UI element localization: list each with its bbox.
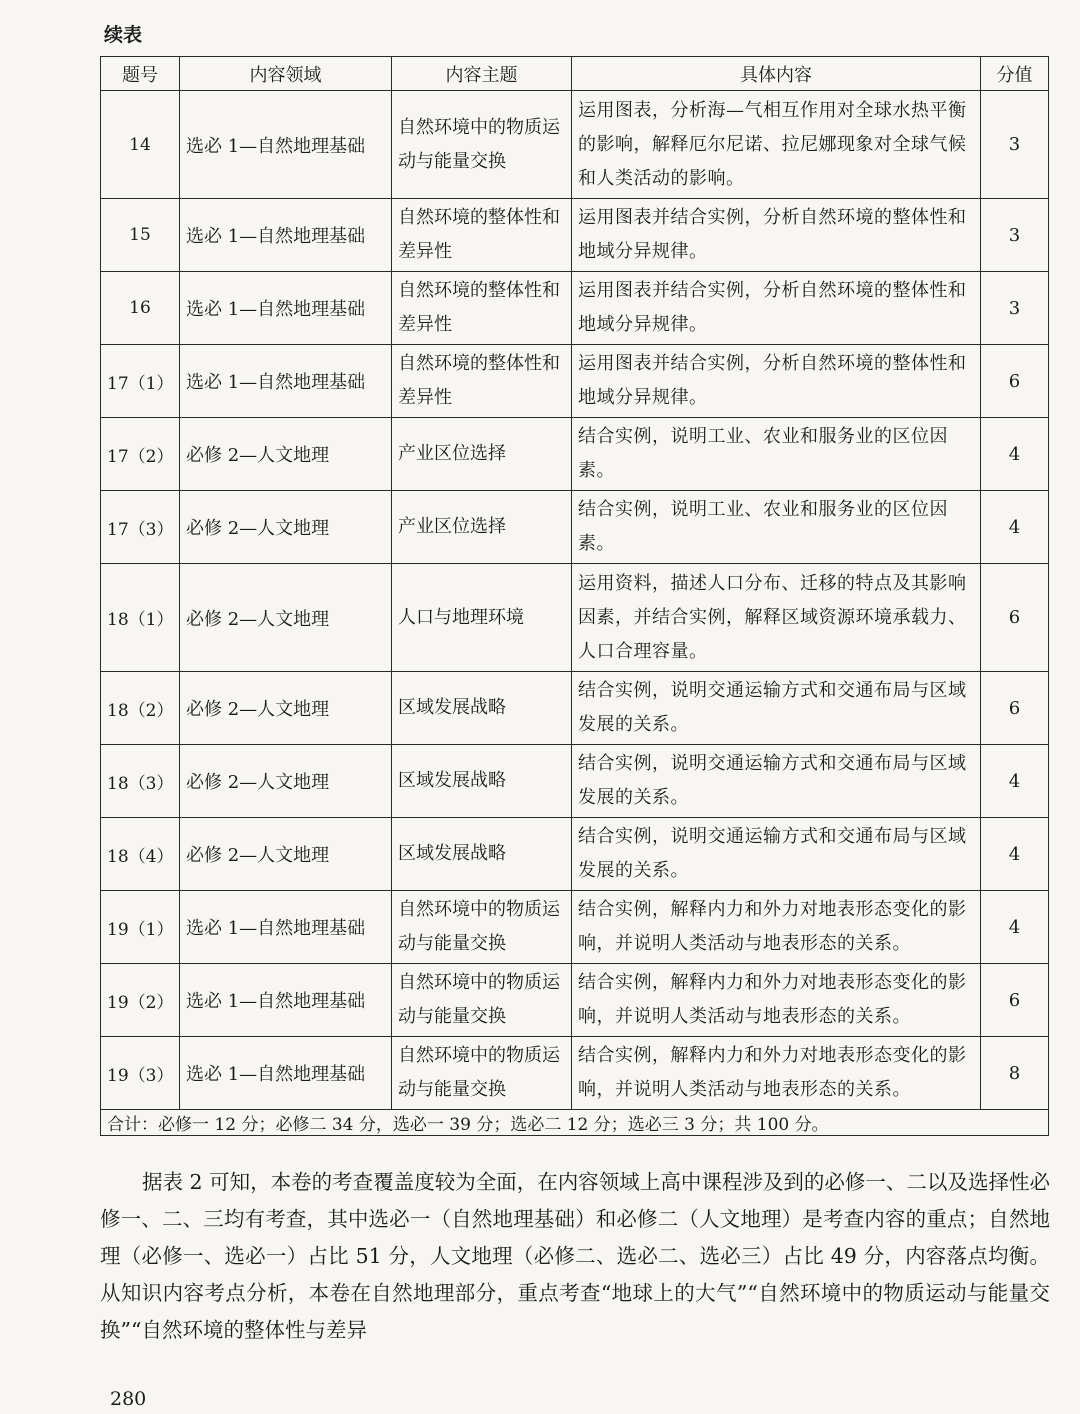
specific-content-cell: 运用资料，描述人口分布、迁移的特点及其影响因素，并结合实例，解释区域资源环境承载力、人口合理容量。 bbox=[572, 564, 981, 672]
question-number-cell: 16 bbox=[101, 272, 180, 345]
question-number-cell: 18（3） bbox=[101, 745, 180, 818]
content-topic-cell: 自然环境的整体性和差异性 bbox=[392, 345, 572, 418]
content-topic-cell: 自然环境中的物质运动与能量交换 bbox=[392, 964, 572, 1037]
score-cell: 3 bbox=[981, 199, 1049, 272]
question-number-cell: 17（2） bbox=[101, 418, 180, 491]
score-cell: 6 bbox=[981, 564, 1049, 672]
score-table bbox=[100, 56, 1049, 1136]
header-score: 分值 bbox=[981, 57, 1049, 91]
content-topic-cell: 产业区位选择 bbox=[392, 491, 572, 564]
question-number-cell: 14 bbox=[101, 91, 180, 199]
content-domain-cell: 必修 2—人文地理 bbox=[180, 418, 392, 491]
total-cell: 合计：必修一 12 分；必修二 34 分，选必一 39 分；选必二 12 分；选必三 3 分；共 100 分。 bbox=[101, 1110, 1049, 1136]
content-topic-cell: 自然环境中的物质运动与能量交换 bbox=[392, 891, 572, 964]
page-number: 280 bbox=[110, 1388, 147, 1410]
score-cell: 4 bbox=[981, 818, 1049, 891]
specific-content-cell: 结合实例，说明工业、农业和服务业的区位因素。 bbox=[572, 491, 981, 564]
table-header-row bbox=[101, 57, 1049, 91]
content-topic-cell: 区域发展战略 bbox=[392, 745, 572, 818]
content-topic-cell: 区域发展战略 bbox=[392, 672, 572, 745]
specific-content-cell: 结合实例，解释内力和外力对地表形态变化的影响，并说明人类活动与地表形态的关系。 bbox=[572, 964, 981, 1037]
table-row bbox=[101, 745, 1049, 818]
question-number-cell: 18（4） bbox=[101, 818, 180, 891]
specific-content-cell: 结合实例，说明交通运输方式和交通布局与区域发展的关系。 bbox=[572, 818, 981, 891]
content-topic-cell: 自然环境的整体性和差异性 bbox=[392, 272, 572, 345]
content-topic-cell: 区域发展战略 bbox=[392, 818, 572, 891]
content-topic-cell: 自然环境的整体性和差异性 bbox=[392, 199, 572, 272]
table-row bbox=[101, 891, 1049, 964]
specific-content-cell: 结合实例，说明工业、农业和服务业的区位因素。 bbox=[572, 418, 981, 491]
question-number-cell: 17（3） bbox=[101, 491, 180, 564]
question-number-cell: 19（1） bbox=[101, 891, 180, 964]
question-number-cell: 19（2） bbox=[101, 964, 180, 1037]
table-row bbox=[101, 91, 1049, 199]
content-domain-cell: 选必 1—自然地理基础 bbox=[180, 964, 392, 1037]
table-row bbox=[101, 418, 1049, 491]
question-number-cell: 19（3） bbox=[101, 1037, 180, 1110]
question-number-cell: 17（1） bbox=[101, 345, 180, 418]
table-row bbox=[101, 491, 1049, 564]
content-domain-cell: 必修 2—人文地理 bbox=[180, 564, 392, 672]
header-question-number: 题号 bbox=[101, 57, 180, 91]
table-row bbox=[101, 964, 1049, 1037]
content-topic-cell: 人口与地理环境 bbox=[392, 564, 572, 672]
specific-content-cell: 结合实例，说明交通运输方式和交通布局与区域发展的关系。 bbox=[572, 672, 981, 745]
continued-table-label: 续表 bbox=[104, 24, 143, 46]
score-cell: 8 bbox=[981, 1037, 1049, 1110]
score-cell: 4 bbox=[981, 745, 1049, 818]
analysis-paragraph: 据表 2 可知，本卷的考查覆盖度较为全面，在内容领域上高中课程涉及到的必修一、二以及选择性必修一、二、三均有考查，其中选必一（自然地理基础）和必修二（人文地理）是考查内容的重点；自然地理（必修一、选必一）占比 51 分，人文地理（必修二、选必二、选必三）占比 49 分，内容落点均衡。从知识内容考点分析，本卷在自然地理部分，重点考查“地球上的大气”“自然环境中的物质运动与能量交换”“自然环境的整体性与差异 bbox=[100, 1170, 1050, 1342]
specific-content-cell: 运用图表并结合实例，分析自然环境的整体性和地域分异规律。 bbox=[572, 199, 981, 272]
specific-content-cell: 运用图表并结合实例，分析自然环境的整体性和地域分异规律。 bbox=[572, 345, 981, 418]
total-row bbox=[101, 1110, 1049, 1136]
header-content-topic: 内容主题 bbox=[392, 57, 572, 91]
content-domain-cell: 必修 2—人文地理 bbox=[180, 818, 392, 891]
content-domain-cell: 选必 1—自然地理基础 bbox=[180, 272, 392, 345]
question-number-cell: 18（2） bbox=[101, 672, 180, 745]
content-domain-cell: 选必 1—自然地理基础 bbox=[180, 91, 392, 199]
content-topic-cell: 自然环境中的物质运动与能量交换 bbox=[392, 91, 572, 199]
specific-content-cell: 运用图表并结合实例，分析自然环境的整体性和地域分异规律。 bbox=[572, 272, 981, 345]
score-cell: 3 bbox=[981, 272, 1049, 345]
content-domain-cell: 必修 2—人文地理 bbox=[180, 672, 392, 745]
content-topic-cell: 产业区位选择 bbox=[392, 418, 572, 491]
specific-content-cell: 结合实例，解释内力和外力对地表形态变化的影响，并说明人类活动与地表形态的关系。 bbox=[572, 891, 981, 964]
specific-content-cell: 运用图表，分析海—气相互作用对全球水热平衡的影响，解释厄尔尼诺、拉尼娜现象对全球气候和人类活动的影响。 bbox=[572, 91, 981, 199]
specific-content-cell: 结合实例，说明交通运输方式和交通布局与区域发展的关系。 bbox=[572, 745, 981, 818]
content-topic-cell: 自然环境中的物质运动与能量交换 bbox=[392, 1037, 572, 1110]
table-row bbox=[101, 818, 1049, 891]
content-domain-cell: 选必 1—自然地理基础 bbox=[180, 891, 392, 964]
question-number-cell: 18（1） bbox=[101, 564, 180, 672]
table-row bbox=[101, 345, 1049, 418]
content-domain-cell: 必修 2—人文地理 bbox=[180, 491, 392, 564]
content-domain-cell: 必修 2—人文地理 bbox=[180, 745, 392, 818]
header-specific-content: 具体内容 bbox=[572, 57, 981, 91]
score-cell: 6 bbox=[981, 345, 1049, 418]
specific-content-cell: 结合实例，解释内力和外力对地表形态变化的影响，并说明人类活动与地表形态的关系。 bbox=[572, 1037, 981, 1110]
score-cell: 3 bbox=[981, 91, 1049, 199]
score-cell: 4 bbox=[981, 891, 1049, 964]
score-cell: 6 bbox=[981, 672, 1049, 745]
content-domain-cell: 选必 1—自然地理基础 bbox=[180, 199, 392, 272]
table-row bbox=[101, 564, 1049, 672]
score-cell: 4 bbox=[981, 491, 1049, 564]
score-cell: 4 bbox=[981, 418, 1049, 491]
content-domain-cell: 选必 1—自然地理基础 bbox=[180, 1037, 392, 1110]
table-row bbox=[101, 1037, 1049, 1110]
question-number-cell: 15 bbox=[101, 199, 180, 272]
score-cell: 6 bbox=[981, 964, 1049, 1037]
header-content-domain: 内容领域 bbox=[180, 57, 392, 91]
content-domain-cell: 选必 1—自然地理基础 bbox=[180, 345, 392, 418]
table-row bbox=[101, 672, 1049, 745]
table-row bbox=[101, 272, 1049, 345]
table-row bbox=[101, 199, 1049, 272]
